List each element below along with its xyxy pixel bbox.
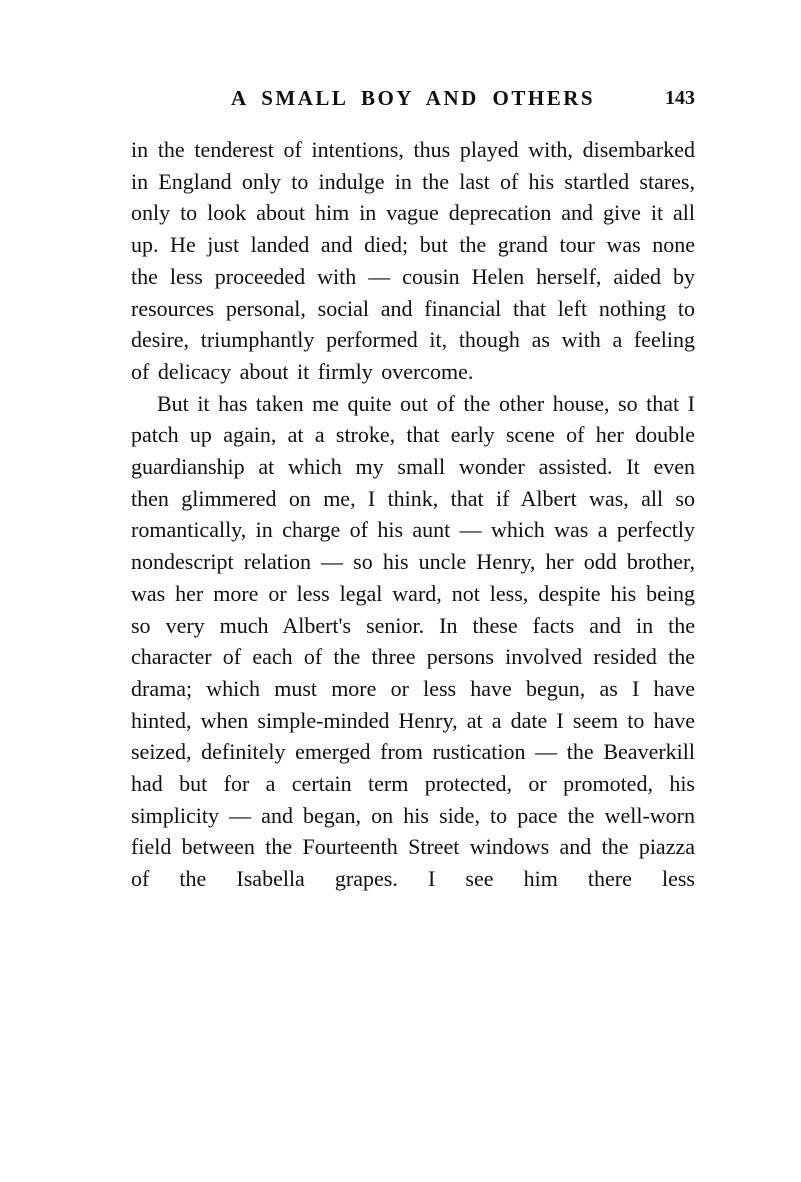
running-title: A SMALL BOY AND OTHERS — [230, 86, 596, 110]
page-header — [131, 86, 695, 116]
body-paragraph: But it has taken me quite out of the other house, so that I patch up again, at a stroke, that early scene of her double guardianship at which my small wonder assisted. It even then glimmered on me, I think, that if Albert was, all so romantically, in charge of his aunt — which was a perfectly nondescript relation — so his uncle Henry, her odd brother, was her more or less legal ward, not less, despite his being so very much Albert's senior. In these facts and in the character of each of the three persons involved resided the drama; which must more or less have begun, as I have hinted, when simple-minded Henry, at a date I seem to have seized, definitely emerged from rustication — the Beaverkill had but for a certain term protected, or promoted, his simplicity — and began, on his side, to pace the well-worn field between the Fourteenth Street windows and the piazza of the Isabella grapes. I see him there less — [131, 390, 695, 892]
body-paragraph-continued: in the tenderest of intentions, thus played with, disembarked in England only to indulge in the last of his startled stares, only to look about him in vague deprecation and give it all up. He just landed and died; but the grand tour was none the less proceeded with — cousin Helen herself, aided by resources personal, social and financial that left nothing to desire, triumphantly performed it, though as with a feeling of delicacy about it firmly overcome. — [131, 137, 695, 384]
page-body — [131, 134, 695, 895]
page-number: 143 — [665, 87, 695, 109]
